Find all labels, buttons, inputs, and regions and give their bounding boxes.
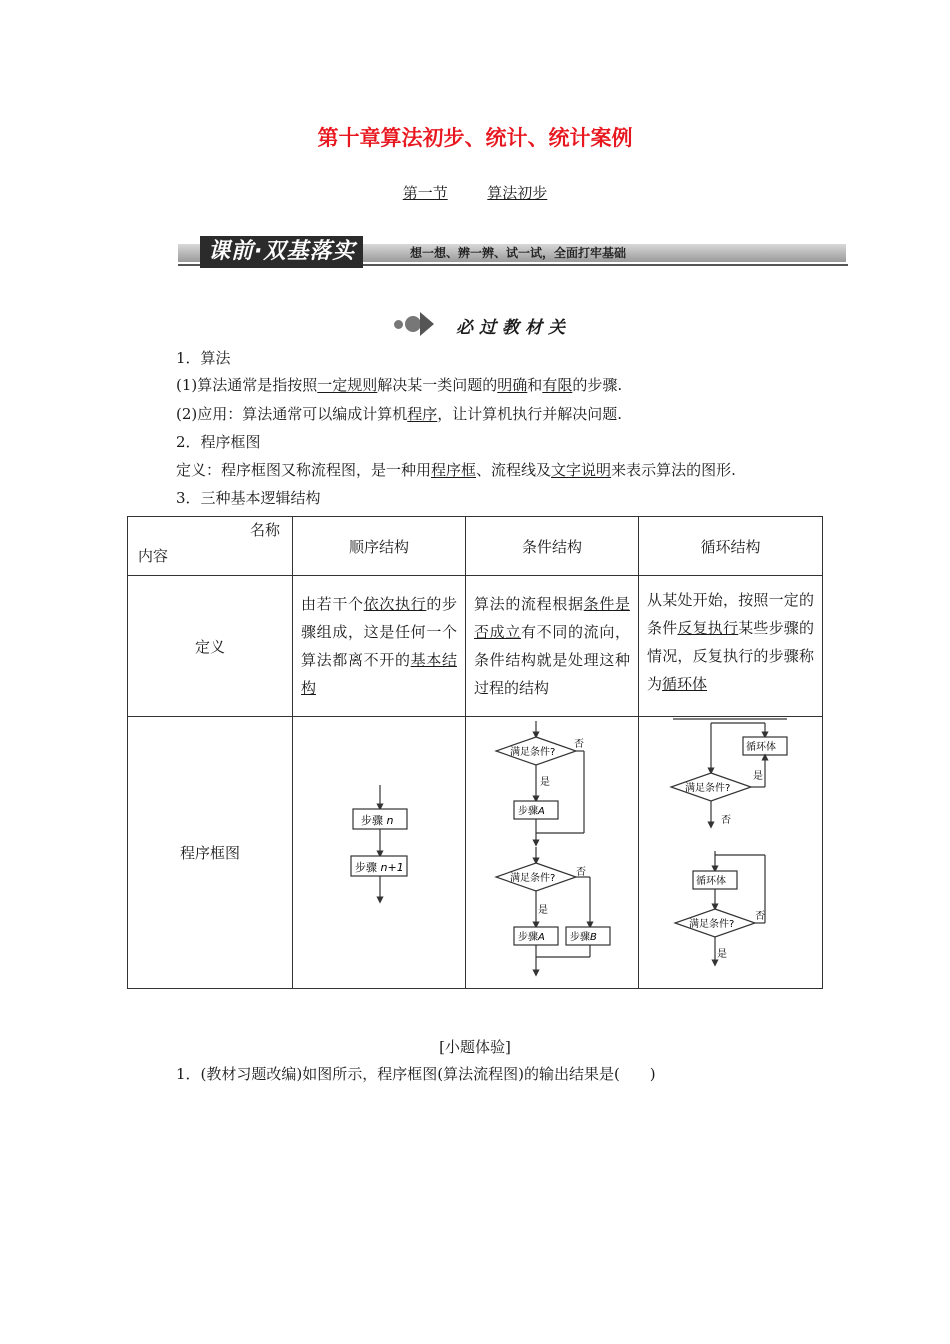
loop-flowchart: [639, 717, 823, 989]
chapter-title: 第十章算法初步、统计、统计案例: [317, 126, 633, 150]
svg-text:满足条件?: 满足条件?: [689, 919, 735, 930]
table-header-row: [128, 517, 823, 576]
svg-text:步骤B: 步骤B: [570, 932, 597, 943]
condition-definition: 算法的流程根据条件是否成立有不同的流向，条件结构就是处理这种过程的结构: [466, 576, 639, 717]
svg-text:步骤 n+1: 步骤 n+1: [355, 861, 404, 874]
section-name: 算法初步: [487, 184, 548, 202]
header-sequence: 顺序结构: [293, 517, 466, 576]
svg-text:否: 否: [576, 867, 586, 878]
svg-text:是: 是: [717, 949, 727, 960]
heading-algorithm: 1．算法: [176, 349, 231, 367]
svg-text:否: 否: [721, 815, 731, 826]
paragraph-algorithm-application: (2)应用：算法通常可以编成计算机程序，让计算机执行并解决问题.: [176, 405, 623, 423]
svg-text:循环体: 循环体: [696, 876, 726, 887]
paragraph-flowchart-definition: 定义：程序框图又称流程图，是一种用程序框、流程线及文字说明来表示算法的图形.: [176, 461, 736, 479]
heading-flowchart: 2．程序框图: [176, 433, 261, 451]
svg-text:步骤 n: 步骤 n: [361, 814, 394, 827]
header-condition: 条件结构: [466, 517, 639, 576]
svg-text:是: 是: [538, 905, 548, 916]
svg-text:是: 是: [540, 777, 550, 788]
svg-text:否: 否: [755, 911, 765, 922]
mini-exercise-heading: [小题体验]: [439, 1038, 511, 1056]
header-loop: 循环结构: [639, 517, 823, 576]
dot-icon: [394, 320, 403, 329]
condition-flowchart: [466, 717, 639, 989]
row-label-definition: 定义: [128, 576, 293, 717]
sequence-flowchart: [293, 717, 466, 989]
banner-sub-label: 想一想、辨一辨、试一试，全面打牢基础: [410, 246, 627, 260]
svg-text:满足条件?: 满足条件?: [510, 747, 556, 758]
section-number: 第一节: [402, 184, 448, 202]
section-title: [0, 182, 950, 203]
loop-flowchart-svg: [639, 717, 822, 984]
svg-text:循环体: 循环体: [746, 742, 776, 753]
svg-text:满足条件?: 满足条件?: [685, 783, 731, 794]
banner-main-label: 课前·双基落实: [200, 236, 363, 268]
svg-text:步骤A: 步骤A: [518, 806, 545, 817]
table-row: [128, 576, 823, 717]
question-1: 1．(教材习题改编)如图所示，程序框图(算法流程图)的输出结果是( ): [176, 1065, 656, 1083]
row-label-flowchart: 程序框图: [128, 717, 293, 989]
logic-structures-table: [127, 516, 823, 989]
svg-text:步骤A: 步骤A: [518, 932, 545, 943]
condition-flowchart-svg: [466, 717, 638, 984]
svg-text:满足条件?: 满足条件?: [510, 873, 556, 884]
heading-logic-structures: 3．三种基本逻辑结构: [176, 489, 321, 507]
table-row: [128, 717, 823, 989]
sequence-definition: 由若干个依次执行的步骤组成，这是任何一个算法都离不开的基本结构: [293, 576, 466, 717]
badge-label: 必过教材关: [456, 318, 571, 338]
paragraph-algorithm-definition: (1)算法通常是指按照一定规则解决某一类问题的明确和有限的步骤.: [176, 376, 623, 394]
loop-definition: 从某处开始，按照一定的条件反复执行某些步骤的情况，反复执行的步骤称为循环体: [639, 576, 823, 717]
svg-text:是: 是: [753, 771, 763, 782]
sequence-flowchart-svg: [293, 717, 465, 984]
arrow-icon: [420, 312, 434, 336]
svg-text:否: 否: [574, 739, 584, 750]
corner-cell: 名称 内容: [128, 517, 293, 576]
dot-icon: [405, 316, 421, 332]
section-banner: [178, 236, 848, 272]
